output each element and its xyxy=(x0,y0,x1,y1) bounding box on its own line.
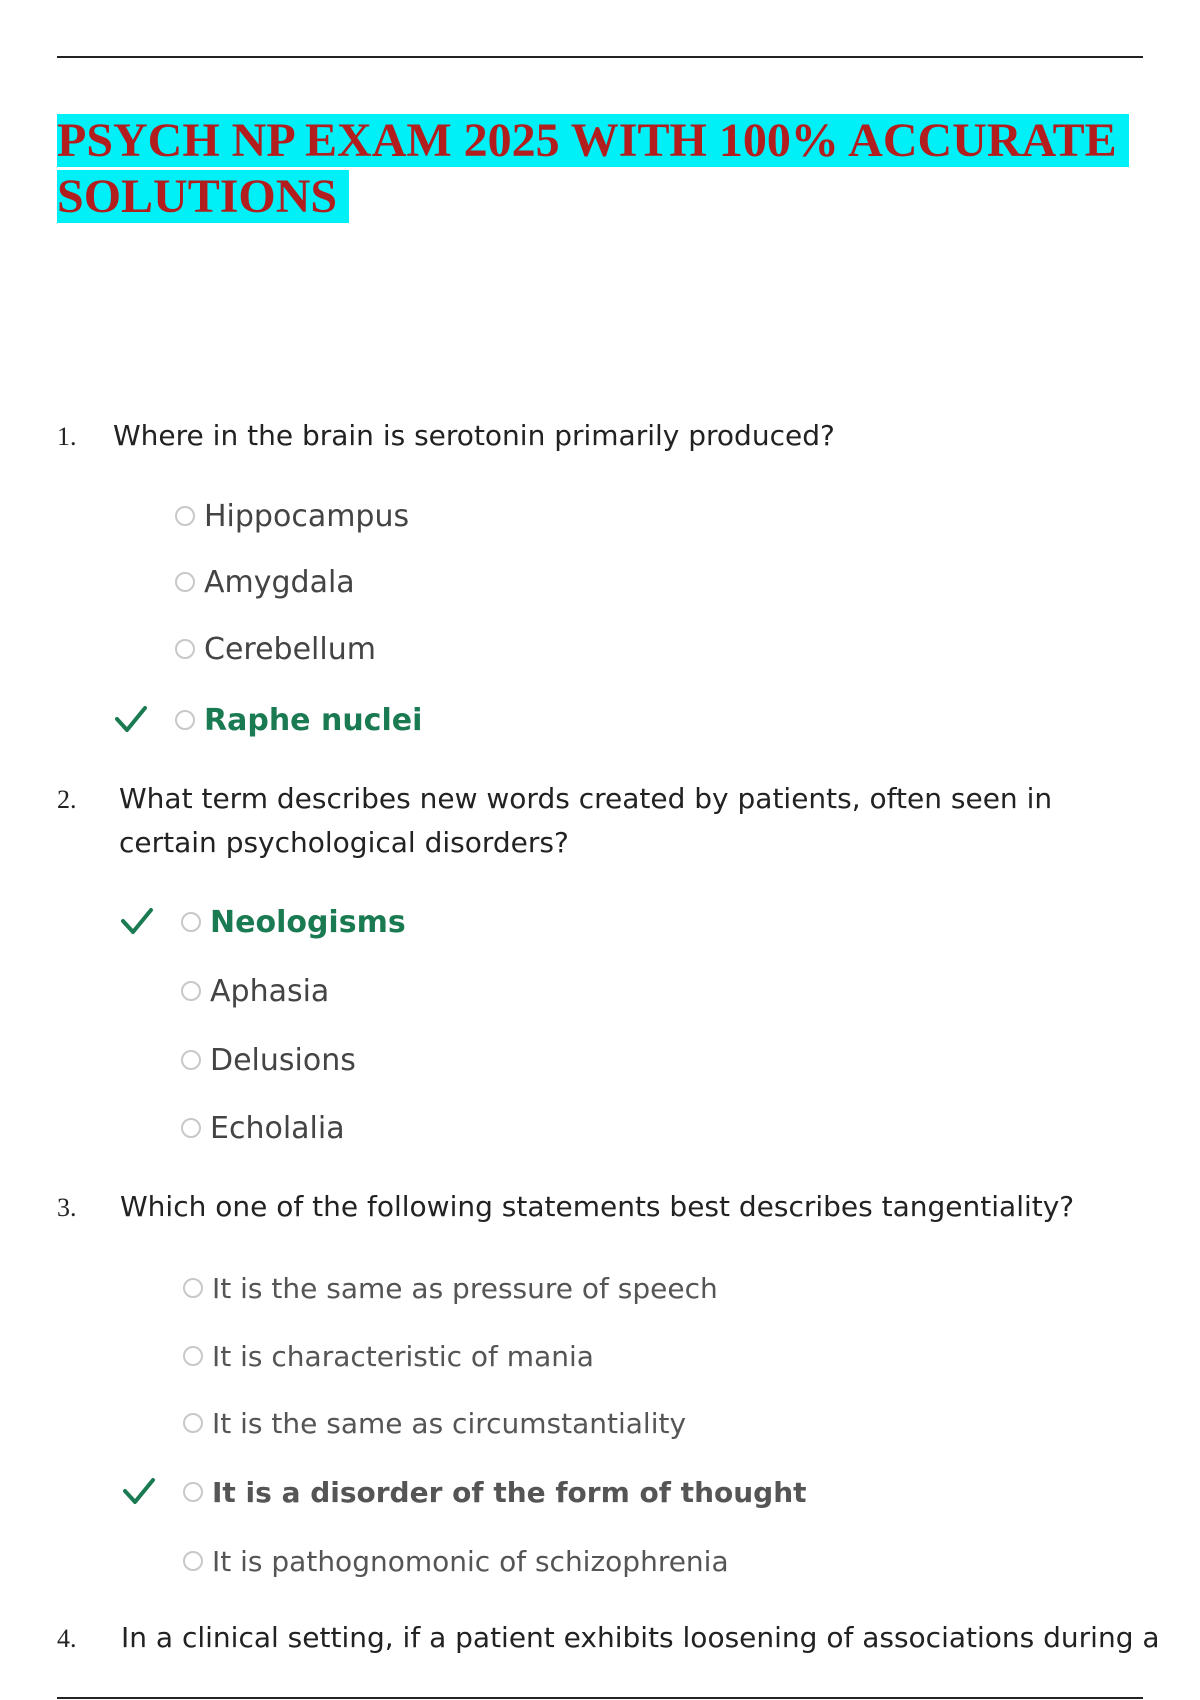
option-label: It is a disorder of the form of thought xyxy=(212,1475,807,1509)
option-label: Raphe nuclei xyxy=(204,702,423,738)
radio-icon[interactable] xyxy=(181,1050,201,1070)
radio-icon[interactable] xyxy=(183,1278,203,1298)
option[interactable] xyxy=(183,1336,594,1376)
radio-icon[interactable] xyxy=(183,1413,203,1433)
option-correct[interactable] xyxy=(175,700,422,740)
option[interactable] xyxy=(181,971,329,1011)
top-rule xyxy=(57,56,1143,58)
question-text: Where in the brain is serotonin primarily produced? xyxy=(113,419,835,452)
question-number: 4. xyxy=(57,1624,77,1653)
option[interactable] xyxy=(175,562,355,602)
question-text-line2: certain psychological disorders? xyxy=(119,826,569,859)
radio-icon[interactable] xyxy=(183,1551,203,1571)
question-text-line1: What term describes new words created by patients, often seen in xyxy=(119,782,1053,815)
option[interactable] xyxy=(181,1108,345,1148)
radio-icon[interactable] xyxy=(181,912,201,932)
option[interactable] xyxy=(183,1403,686,1443)
question-text: Which one of the following statements best describes tangentiality? xyxy=(120,1190,1075,1223)
checkmark-icon xyxy=(114,704,148,734)
option[interactable] xyxy=(175,629,376,669)
option-label: Aphasia xyxy=(210,973,330,1009)
option-label: It is the same as pressure of speech xyxy=(212,1271,718,1305)
option-label: It is pathognomonic of schizophrenia xyxy=(212,1544,729,1578)
option-label: Hippocampus xyxy=(204,498,410,534)
option[interactable] xyxy=(181,1040,356,1080)
document-title xyxy=(57,113,1137,225)
question-number: 2. xyxy=(57,785,77,814)
radio-icon[interactable] xyxy=(175,710,195,730)
option-label: It is the same as circumstantiality xyxy=(212,1406,687,1440)
question-number: 1. xyxy=(57,422,77,451)
radio-icon[interactable] xyxy=(183,1346,203,1366)
option[interactable] xyxy=(183,1268,718,1308)
checkmark-icon xyxy=(122,1476,156,1506)
option-label: Amygdala xyxy=(204,564,355,600)
radio-icon[interactable] xyxy=(181,1118,201,1138)
option-label: It is characteristic of mania xyxy=(212,1339,594,1373)
option-correct[interactable] xyxy=(183,1472,807,1512)
radio-icon[interactable] xyxy=(175,506,195,526)
option-label: Delusions xyxy=(210,1042,356,1078)
option[interactable] xyxy=(175,496,409,536)
radio-icon[interactable] xyxy=(175,639,195,659)
title-text: PSYCH NP EXAM 2025 WITH 100% ACCURATE SOLUTIONS xyxy=(57,114,1129,223)
radio-icon[interactable] xyxy=(175,572,195,592)
option[interactable] xyxy=(183,1541,729,1581)
question-number: 3. xyxy=(57,1193,77,1222)
option-correct[interactable] xyxy=(181,902,406,942)
radio-icon[interactable] xyxy=(181,981,201,1001)
radio-icon[interactable] xyxy=(183,1482,203,1502)
option-label: Cerebellum xyxy=(204,631,376,667)
question-text: In a clinical setting, if a patient exhibits loosening of associations during a xyxy=(121,1621,1160,1654)
option-label: Neologisms xyxy=(210,904,406,940)
bottom-rule xyxy=(57,1697,1143,1699)
option-label: Echolalia xyxy=(210,1110,345,1146)
checkmark-icon xyxy=(120,906,154,936)
